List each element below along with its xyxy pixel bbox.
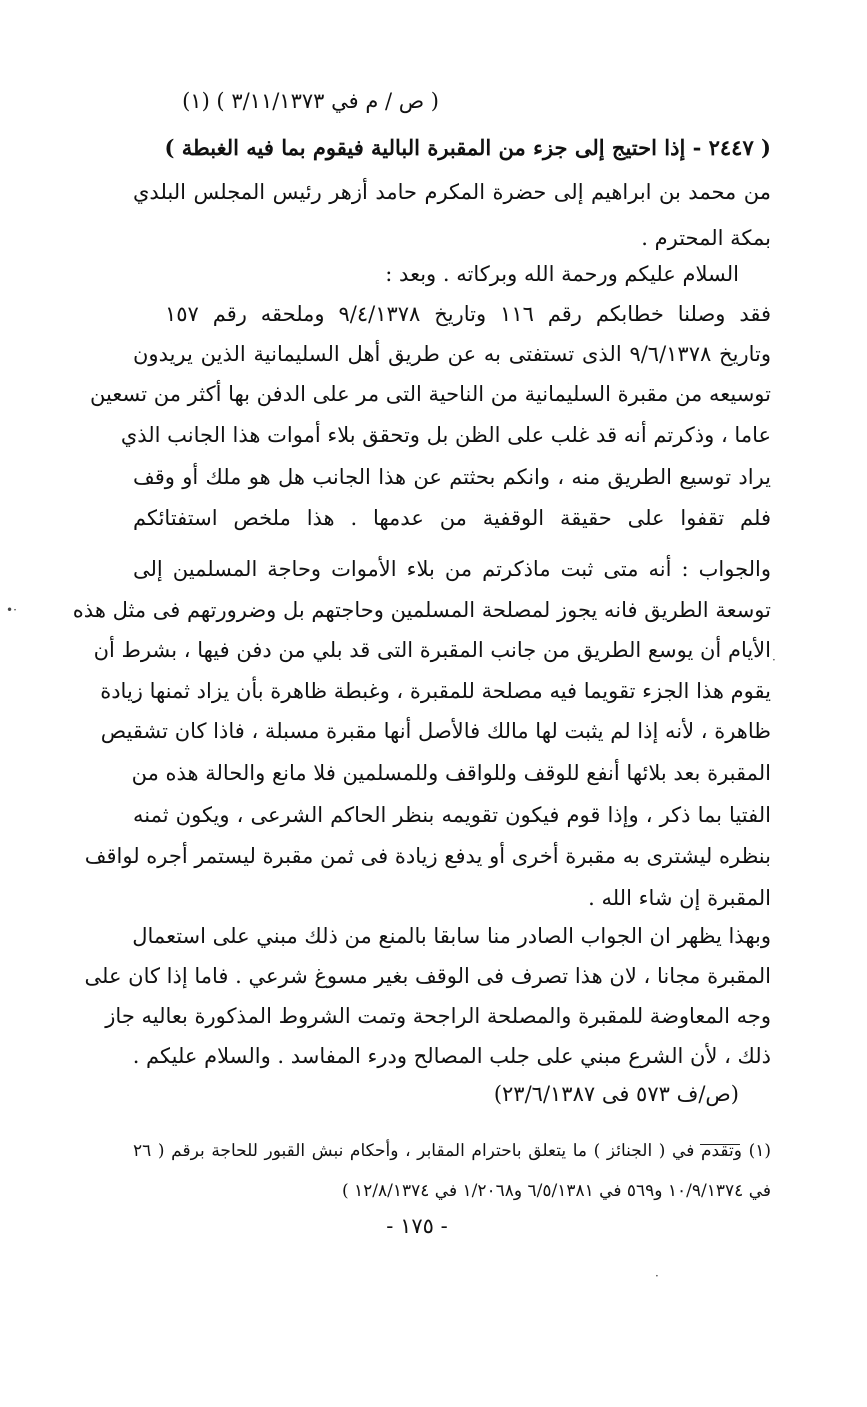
body-line: فقد وصلنا خطابكم رقم ١١٦ وتاريخ ٩/٤/١٣٧٨ وملحقه رقم ١٥٧ [165,302,772,326]
body-line: وبهذا يظهر ان الجواب الصادر منا سابقا بالمنع من ذلك مبني على استعمال [132,924,771,948]
body-line: بنظره ليشترى به مقبرة أخرى أو يدفع زيادة فى ثمن مقبرة ليستمر أجره لواقف [84,844,771,868]
body-line: توسيعه من مقبرة السليمانية من الناحية التى مر على الدفن بها أكثر من تسعين [90,382,771,406]
body-line: المقبرة مجانا ، لان هذا تصرف فى الوقف بغير مسوغ شرعي . فاما إذا كان على [84,964,771,988]
body-citation: (ص/ف ٥٧٣ فى ٢٣/٦/١٣٨٧) [493,1082,739,1106]
body-line: يراد توسيع الطريق منه ، وانكم بحثتم عن هذا الجانب هل هو ملك أو وقف [133,465,771,489]
body-line: من محمد بن ابراهيم إلى حضرة المكرم حامد أزهر رئيس المجلس البلدي [133,180,771,204]
body-line: الأيام أن يوسع الطريق من جانب المقبرة التى قد بلي من دفن فيها ، بشرط أن [93,638,771,662]
body-line: السلام عليكم ورحمة الله وبركاته . وبعد : [385,262,739,286]
scan-speck-icon: •· [6,603,17,617]
scan-speck-icon: · [772,653,776,667]
body-line: وتاريخ ٩/٦/١٣٧٨ الذى تستفتى به عن طريق أهل السليمانية الذين يريدون [133,342,771,366]
body-line: يقوم هذا الجزء تقويما فيه مصلحة للمقبرة ، وغبطة ظاهرة بأن يزاد ثمنها زيادة [100,679,771,703]
body-line: وجه المعاوضة للمقبرة والمصلحة الراجحة وتمت الشروط المذكورة بعاليه جاز [105,1004,771,1028]
body-line: المقبرة إن شاء الله . [588,886,771,910]
body-line: المقبرة بعد بلائها أنفع للوقف وللواقف وللمسلمين فلا مانع والحالة هذه من [131,761,771,785]
section-title: ( ٢٤٤٧ - إذا احتيج إلى جزء من المقبرة البالية فيقوم بما فيه الغبطة ) [164,135,771,160]
footnote-line: في ١٠/٩/١٣٧٤ و٥٦٩ في ٦/٥/١٣٨١ و١/٢٠٦٨ في ١٢/٨/١٣٧٤ ) [341,1181,771,1201]
body-line: عاما ، وذكرتم أنه قد غلب على الظن بل وتحقق بلاء أموات هذا الجانب الذي [120,423,771,447]
body-line: بمكة المحترم . [641,226,771,250]
body-line: والجواب : أنه متى ثبت ماذكرتم من بلاء الأموات وحاجة المسلمين إلى [133,557,771,581]
page-number: - ١٧٥ - [386,1214,448,1238]
body-line: ظاهرة ، لأنه إذا لم يثبت لها مالك فالأصل أنها مقبرة مسبلة ، فاذا كان تشقيص [100,719,771,743]
header-reference: ( ص / م في ٣/١١/١٣٧٣ ) (١) [182,89,439,113]
body-line: توسعة الطريق فانه يجوز لمصلحة المسلمين وحاجتهم بل وضرورتهم فى مثل هذه [72,598,771,622]
body-line: فلم تقفوا على حقيقة الوقفية من عدمها . هذا ملخص استفتائكم [133,506,771,530]
body-line: الفتيا بما ذكر ، وإذا قوم فيكون تقويمه بنظر الحاكم الشرعى ، ويكون ثمنه [133,803,771,827]
scan-speck-icon: · [655,1269,659,1283]
body-line: ذلك ، لأن الشرع مبني على جلب المصالح ودرء المفاسد . والسلام عليكم . [132,1044,771,1068]
footnote-line: (١) وتقدم في ( الجنائز ) ما يتعلق باحترام المقابر ، وأحكام نبش القبور للحاجة برقم ( ٢٦ [133,1141,771,1161]
